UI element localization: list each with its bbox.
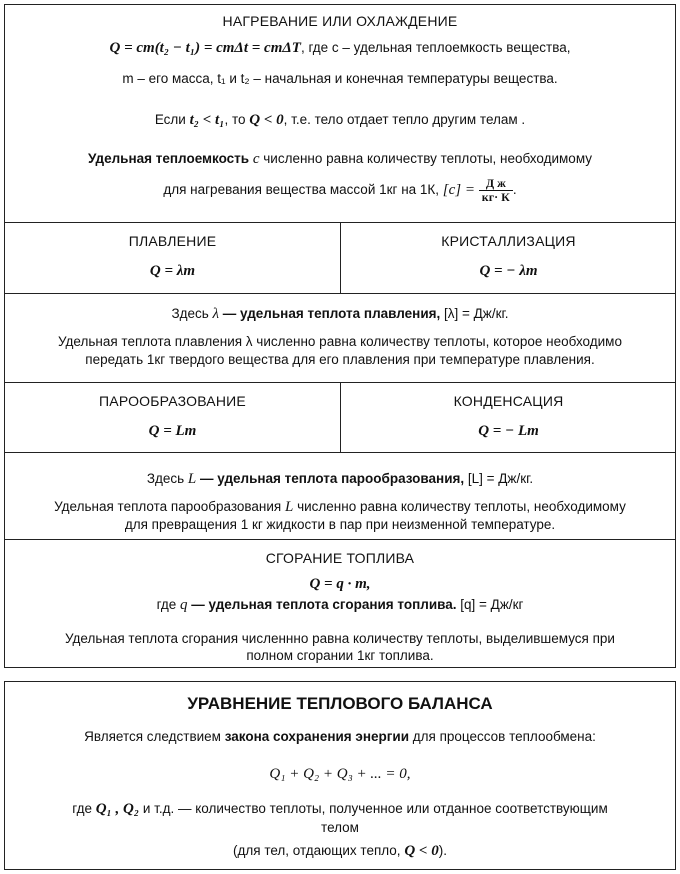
unit-num: Д ж — [479, 177, 513, 191]
fuel-desc1: Удельная теплота сгорания численнно равна количеству теплоты, выделившемуся при — [65, 631, 615, 646]
cond-formula: t₂ < t₁ — [189, 112, 225, 128]
melting-row — [5, 223, 675, 294]
vaporization-formula: Q = Lm — [148, 423, 197, 439]
melting-desc1: Удельная теплота плавления λ численно равна количеству теплоты, которое необходимо — [58, 334, 622, 349]
melting-here-bold: — удельная теплота плавления, — [219, 306, 441, 321]
balance-where-vars: Q₁ , Q₂ — [95, 801, 140, 817]
unit-fraction — [479, 177, 513, 204]
def-var: c — [249, 151, 264, 167]
heating-definition2 — [5, 177, 675, 204]
heating-condition — [5, 112, 675, 129]
def-bold: Удельная теплоемкость — [87, 151, 250, 166]
balance-intro-pre: Является следствием — [84, 729, 225, 744]
heating-formula-tail: , где c – удельная теплоемкость вещества, — [300, 40, 571, 55]
unit-end: . — [512, 182, 517, 198]
balance-note-formula: Q < 0 — [404, 843, 439, 859]
melting-formula: Q = λm — [149, 263, 196, 279]
balance-note-post: ). — [438, 843, 447, 858]
crystallization-formula: Q = − λm — [479, 263, 538, 279]
cond-tail: , т.е. тело отдает тепло другим телам . — [283, 112, 526, 127]
crystallization-cell — [340, 223, 676, 293]
balance-equation-text: Q₁ + Q₂ + Q₃ + ... = 0, — [269, 766, 411, 782]
vapor-here-var: L — [187, 471, 197, 487]
melting-cell — [5, 223, 340, 293]
vapor-desc1-pre: Удельная теплота парообразования — [54, 499, 285, 514]
def2: для нагревания вещества массой 1кг на 1К, — [163, 182, 443, 198]
vaporization-cell — [5, 383, 340, 452]
vapor-desc-section — [5, 453, 675, 540]
fuel-where-bold: — удельная теплота сгорания топлива. — [187, 597, 457, 612]
heating-line2: m – его масса, t₁ и t₂ – начальная и конечная температуры вещества. — [122, 71, 558, 86]
vapor-desc2: для превращения 1 кг жидкости в пар при неизменной температуре. — [124, 517, 556, 532]
vaporization-title: ПАРООБРАЗОВАНИЕ — [99, 393, 246, 409]
heating-formula-line — [5, 40, 675, 57]
balance-title: УРАВНЕНИЕ ТЕПЛОВОГО БАЛАНСА — [187, 694, 493, 713]
fuel-where-unit: [q] = Дж/кг — [456, 597, 524, 612]
cond-prefix: Если — [154, 112, 190, 127]
heat-balance-box — [4, 681, 676, 870]
vapor-desc1-var: L — [285, 499, 294, 515]
condensation-title: КОНДЕНСАЦИЯ — [453, 393, 564, 409]
fuel-formula: Q = q · m, — [309, 576, 371, 592]
unit-den: кг· К — [481, 190, 510, 204]
crystallization-title: КРИСТАЛЛИЗАЦИЯ — [441, 233, 576, 249]
melting-here-prefix: Здесь — [171, 306, 213, 321]
fuel-where — [5, 597, 675, 614]
balance-where — [5, 801, 675, 818]
balance-note — [5, 843, 675, 860]
vapor-desc1 — [5, 499, 675, 516]
fuel-where-var: q — [180, 597, 188, 613]
vapor-here — [5, 471, 675, 488]
melting-title: ПЛАВЛЕНИЕ — [128, 233, 217, 249]
condensation-formula: Q = − Lm — [478, 423, 539, 439]
balance-intro-post: для процессов теплообмена: — [409, 729, 596, 744]
balance-where-pre: где — [72, 801, 96, 816]
vapor-here-prefix: Здесь — [146, 471, 188, 486]
balance-equation — [5, 766, 675, 783]
balance-intro — [5, 729, 675, 744]
cond-formula2: Q < 0 — [249, 112, 284, 128]
vapor-here-unit: [L] = Дж/кг. — [464, 471, 534, 486]
melting-desc-section — [5, 294, 675, 383]
heating-definition — [5, 151, 675, 168]
vapor-desc1-post: численно равна количеству теплоты, необходимому — [293, 499, 626, 514]
balance-where2: телом — [321, 820, 359, 835]
def-rest: численно равна количеству теплоты, необходимому — [263, 151, 593, 166]
fuel-section — [5, 540, 675, 666]
melting-here — [5, 306, 675, 323]
cond-mid: , то — [224, 112, 250, 127]
fuel-where-prefix: где — [156, 597, 181, 612]
condensation-cell — [340, 383, 676, 452]
formulas-table — [4, 4, 676, 668]
melting-here-unit: [λ] = Дж/кг. — [440, 306, 509, 321]
melting-here-var: λ — [212, 306, 220, 322]
melting-desc2: передать 1кг твердого вещества для его плавления при температуре плавления. — [85, 352, 595, 367]
unit-lhs: [c] = — [442, 182, 476, 199]
balance-note-pre: (для тел, отдающих тепло, — [233, 843, 405, 858]
vapor-here-bold: — удельная теплота парообразования, — [196, 471, 465, 486]
vapor-row — [5, 383, 675, 453]
heating-section — [5, 5, 675, 223]
heating-title: НАГРЕВАНИЕ ИЛИ ОХЛАЖДЕНИЕ — [222, 13, 458, 29]
fuel-desc2: полном сгорании 1кг топлива. — [246, 648, 434, 663]
balance-intro-bold: закона сохранения энергии — [224, 729, 409, 744]
fuel-title: СГОРАНИЕ ТОПЛИВА — [265, 550, 415, 566]
heating-formula: Q = cm(t₂ − t₁) = cmΔt = cmΔT — [109, 40, 301, 56]
balance-where-post: и т.д. — количество теплоты, полученное или отданное соответствующим — [139, 801, 608, 816]
